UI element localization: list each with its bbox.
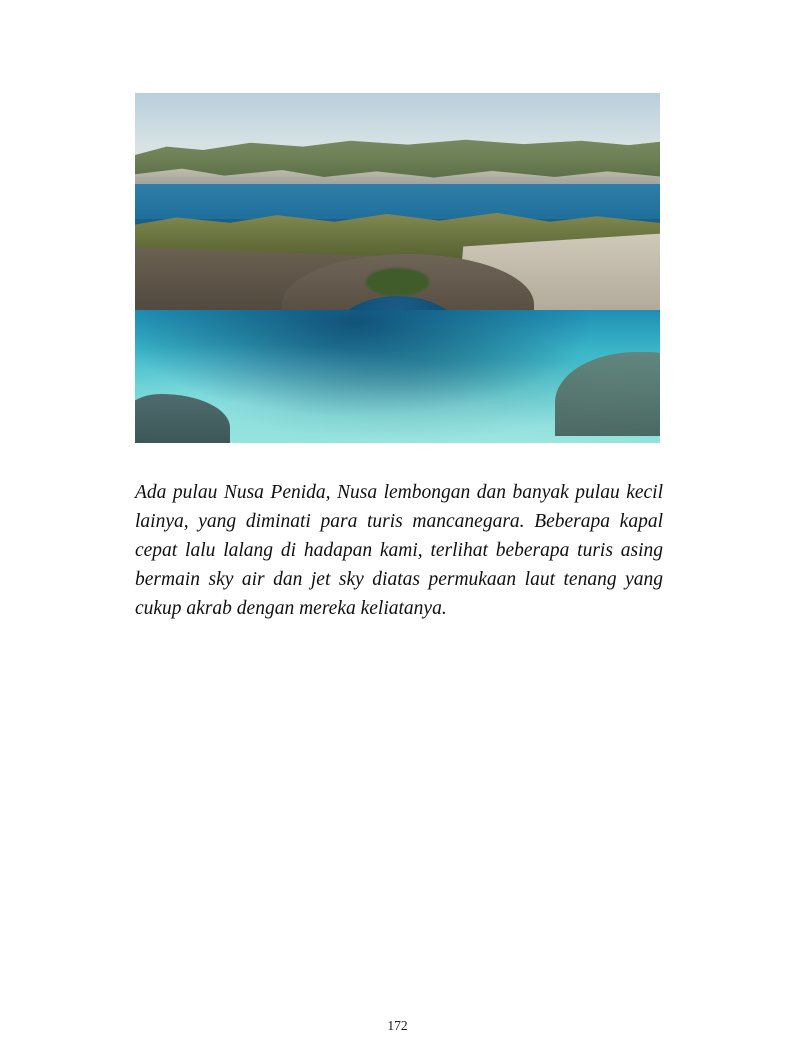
- body-paragraph-block: [135, 478, 663, 623]
- arch-bush: [366, 268, 429, 296]
- landscape-photo: [135, 93, 660, 443]
- body-paragraph: Ada pulau Nusa Penida, Nusa lembongan dan banyak pulau kecil lainya, yang diminati para turis mancanegara. Beberapa kapal cepat lalu lalang di hadapan kami, terlihat beberapa turis asing bermain sky air dan jet sky diatas permukaan laut tenang yang cukup akrab dengan mereka keliatanya.: [135, 482, 663, 619]
- bay-water: [135, 184, 660, 219]
- photo-figure: [135, 93, 660, 443]
- page-number: 172: [387, 1018, 408, 1033]
